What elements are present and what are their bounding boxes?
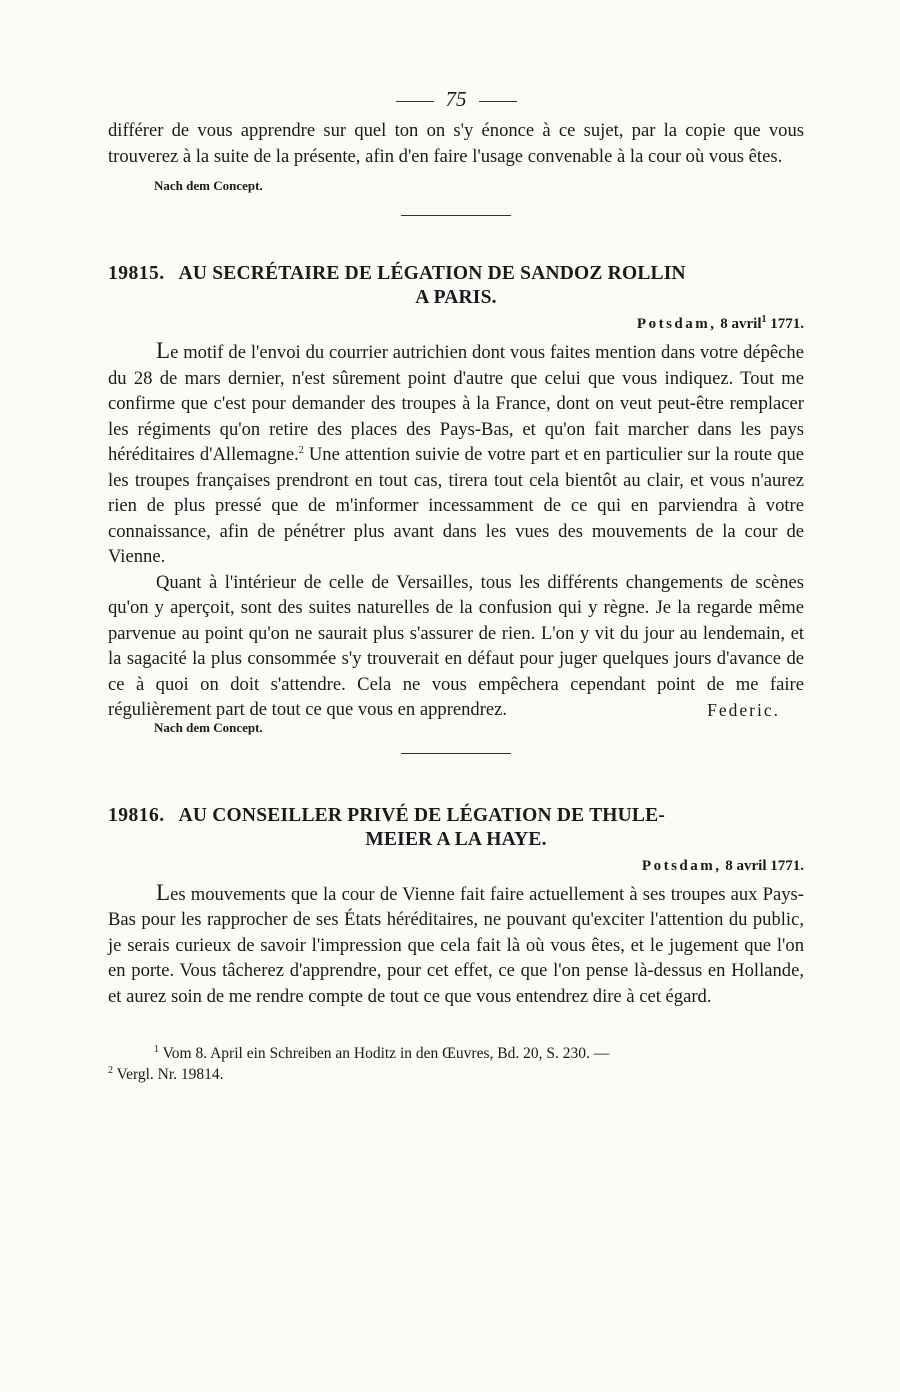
letter-recipient: AU CONSEILLER PRIVÉ DE LÉGATION DE THULE- [178, 804, 666, 826]
footnote-mark: 2 [108, 1064, 113, 1076]
footnote-text: Vergl. Nr. 19814. [113, 1066, 224, 1083]
letter-paragraph: Quant à l'intérieur de celle de Versailles, tous les différents changements de scènes qu'on y aperçoit, sont des suites naturelles de la confusion qui y règne. Je la regarde même parvenue au point qu'on ne saurait plus s'assurer de rien. L'on y vit du jour au lendemain, et la sagacité la plus consommée s'y trouverait en défaut pour juger quelques jours d'avance de ce à quoi on doit s'attendre. Cela ne vous empêchera cependant point de me faire régulièrement part de tout ce que vous en apprendrez. [108, 571, 804, 720]
footnotes [108, 1043, 804, 1085]
footnote-text: Vom 8. April ein Schreiben an Hoditz in den Œuvres, Bd. 20, S. 230. — [159, 1045, 610, 1062]
page-number-dash-left [396, 101, 434, 102]
letter-recipient-place: A PARIS. [415, 287, 497, 308]
dateline-date: 8 avril [720, 316, 762, 332]
dateline-year: 1771. [770, 316, 804, 332]
letter-paragraph [108, 880, 804, 1010]
letter-19815 [108, 262, 804, 737]
letter-19816 [108, 804, 804, 1010]
dateline-place: Potsdam, [641, 857, 722, 874]
paragraph-initial: L [156, 338, 171, 363]
dateline-date: 8 avril 1771. [725, 857, 804, 874]
letter-number: 19815. [108, 263, 165, 284]
letter-recipient: AU SECRÉTAIRE DE LÉGATION DE SANDOZ ROLLIN [178, 263, 686, 284]
page-number [108, 84, 804, 118]
letter-source-note: Nach dem Concept. [154, 719, 263, 735]
footnote-mark: 1 [154, 1043, 159, 1055]
paragraph-initial: L [156, 879, 171, 905]
letter-signature: Federic. [707, 699, 780, 720]
footnote-ref-2: 2 [298, 444, 304, 456]
letter-heading [108, 804, 804, 852]
letter-dateline [108, 856, 804, 876]
dateline-place: Potsdam, [636, 316, 717, 332]
letter-dateline [108, 314, 804, 334]
page [108, 84, 804, 1085]
paragraph-text: Une attention suivie de votre part et en particulier sur la route que les troupes françaises prendront en tout cas, tirera tout cela bientôt au clair, et vous n'aurez rien de plus pressé que de m'informer incessamment de ce qui en parviendra à votre connaissance, afin de pénétrer plus avant dans les vues des mouvements de la cour de Vienne. [108, 444, 804, 567]
signature-row [108, 570, 804, 723]
continuation-paragraph: différer de vous apprendre sur quel ton on s'y énonce à ce sujet, par la copie que vous trouverez à la suite de la présente, afin d'en faire l'usage convenable à la cour où vous êtes. [108, 120, 804, 167]
letter-paragraph [108, 338, 804, 570]
footnote-1 [108, 1043, 804, 1064]
paragraph-text: e motif de l'envoi du courrier autrichien dont vous faites mention dans votre dépêche du 28 de mars dernier, n'est sûrement point d'autre que celui que vous indiquez. Tout me confirme que c'est pour demander des troupes à la France, dont on veut peut-être remplacer les régiments qu'on retire des places des Pays-Bas, et qu'on fait marcher dans les pays héréditaires d'Allemagne. [108, 342, 804, 465]
letter-heading [108, 262, 804, 310]
page-number-value: 75 [445, 87, 467, 111]
letter-recipient-place: MEIER A LA HAYE. [365, 828, 547, 850]
page-number-dash-right [479, 101, 517, 102]
footnote-ref-1: 1 [761, 314, 767, 325]
footnote-2 [108, 1064, 804, 1085]
paragraph-text: es mouvements que la cour de Vienne fait faire actuellement à ses troupes aux Pays-Bas pour les rapprocher de ses États héréditaires, ne pouvant qu'exciter l'attention du public, je serais curieux de savoir l'impression que cela fait là où vous êtes, et le jugement que l'on en porte. Vous tâcherez d'apprendre, pour cet effet, ce que l'on pense là-dessus en Hollande, et aurez soin de me rendre compte de tout ce que vous entendrez dire à cet égard. [108, 883, 804, 1007]
letter-number: 19816. [108, 804, 165, 826]
continuation-source-note: Nach dem Concept. [154, 178, 263, 193]
